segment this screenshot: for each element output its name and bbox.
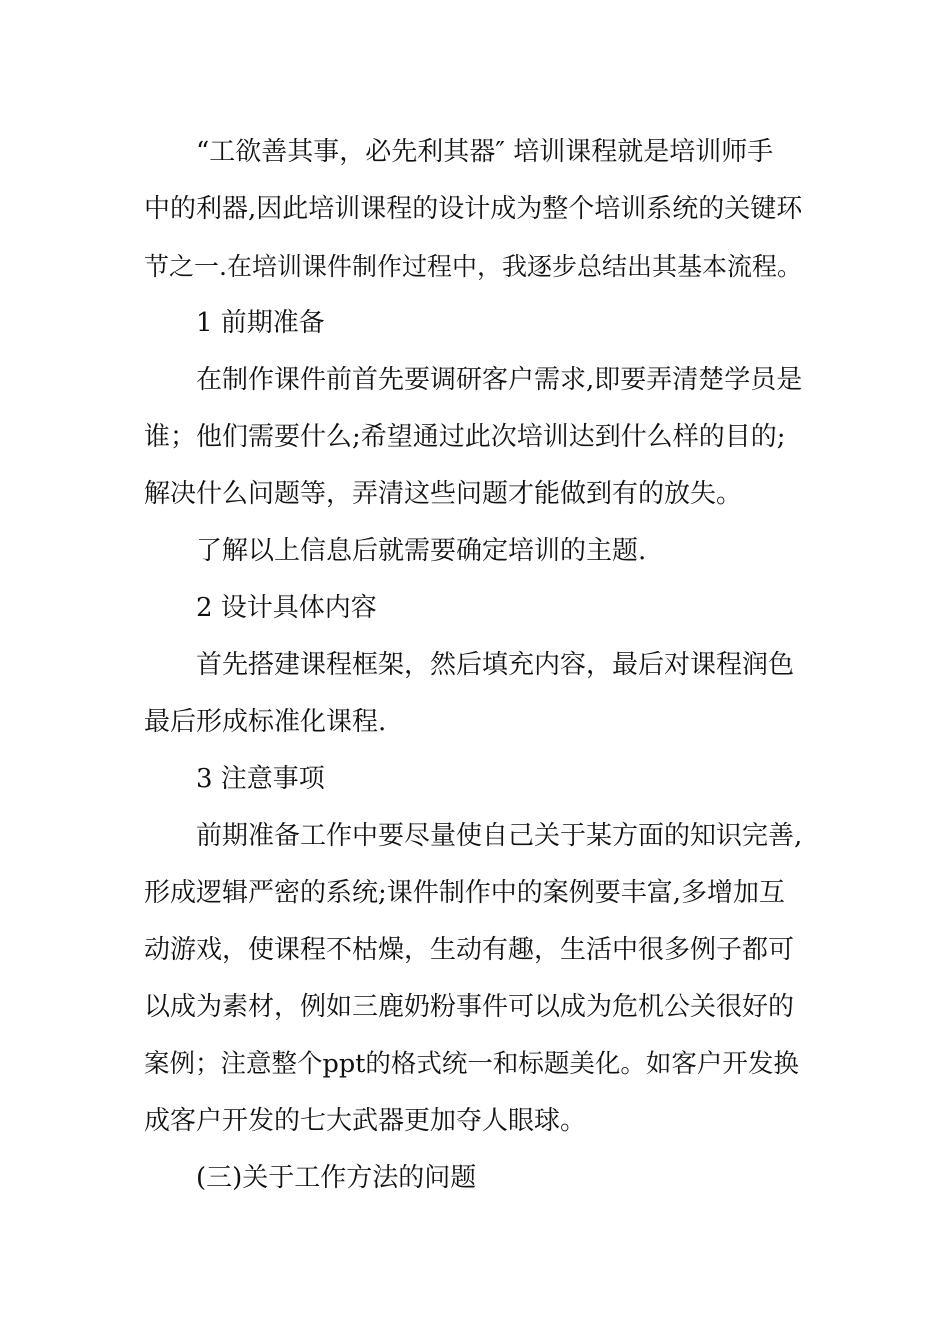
paragraph-line: 了解以上信息后就需要确定培训的主题.: [196, 536, 647, 566]
paragraph-line: 案例；注意整个ppt的格式统一和标题美化。如客户开发换: [144, 1049, 799, 1079]
paragraph-line: 首先搭建课程框架，然后填充内容，最后对课程润色: [196, 650, 795, 680]
paragraph-line: 前期准备工作中要尽量使自己关于某方面的知识完善,: [196, 821, 803, 851]
section-heading: 2 设计具体内容: [196, 593, 377, 623]
paragraph-line: “工欲善其事，必先利其器″ 培训课程就是培训师手: [196, 137, 774, 167]
paragraph-line: 节之一.在培训课件制作过程中，我逐步总结出其基本流程。: [144, 252, 802, 281]
paragraph-line: 最后形成标准化课程.: [144, 707, 387, 737]
paragraph-line: 中的利器,因此培训课程的设计成为整个培训系统的关键环: [144, 194, 803, 224]
paragraph-line: 谁；他们需要什么;希望通过此次培训达到什么样的目的;: [144, 422, 786, 452]
paragraph-line: 形成逻辑严密的系统;课件制作中的案例要丰富,多增加互: [144, 878, 786, 908]
section-heading: 1 前期准备: [196, 308, 325, 338]
paragraph-line: 成客户开发的七大武器更加夺人眼球。: [144, 1106, 587, 1136]
section-heading: (三)关于工作方法的问题: [196, 1163, 477, 1193]
paragraph-line: 以成为素材，例如三鹿奶粉事件可以成为危机公关很好的: [144, 992, 795, 1022]
paragraph-line: 动游戏，使课程不枯燥，生动有趣，生活中很多例子都可: [144, 935, 795, 965]
paragraph-line: 解决什么问题等，弄清这些问题才能做到有的放失。: [144, 479, 743, 509]
section-heading: 3 注意事项: [196, 764, 325, 794]
paragraph-line: 在制作课件前首先要调研客户需求,即要弄清楚学员是: [196, 365, 803, 395]
